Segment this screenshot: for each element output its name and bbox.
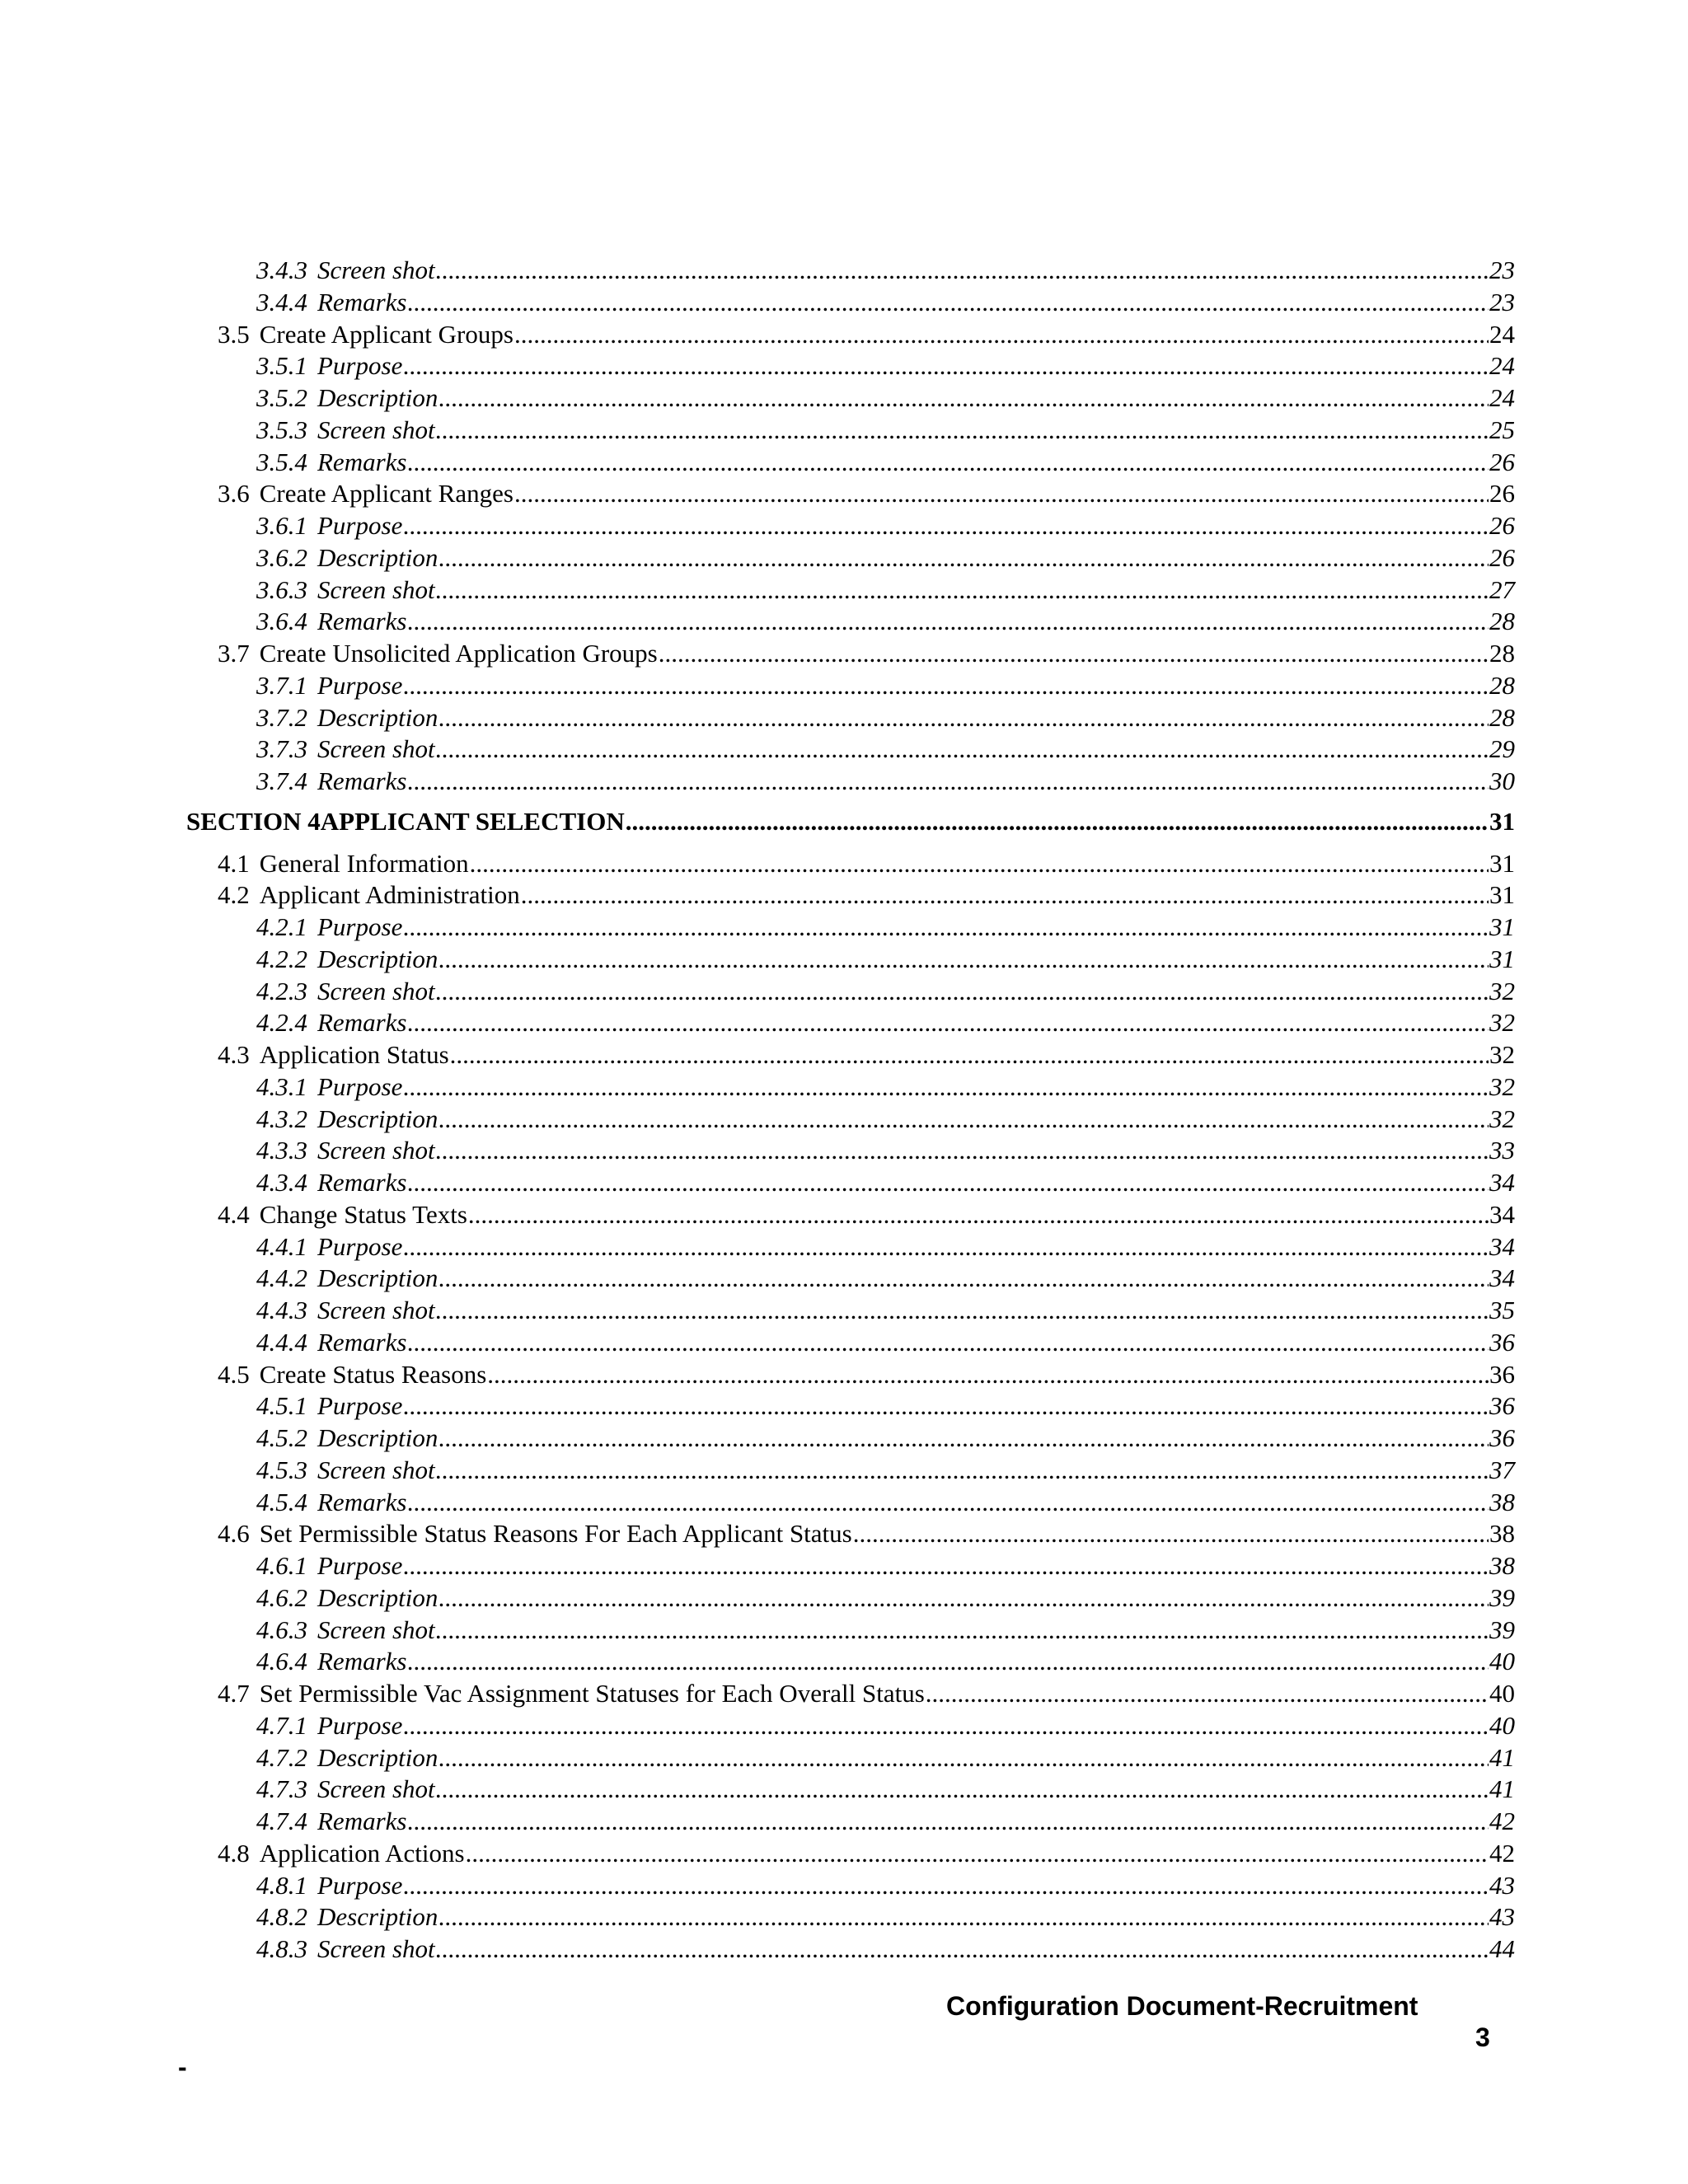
toc-page-number: 28	[1489, 607, 1515, 636]
toc-entry[interactable]	[186, 638, 1515, 670]
toc-page-number: 27	[1489, 574, 1515, 604]
toc-page-number: 31	[1489, 848, 1515, 878]
toc-entry-number: 4.2.1	[256, 912, 307, 941]
toc-page-number: 32	[1489, 976, 1515, 1005]
toc-entry-number: 3.5.1	[256, 351, 307, 381]
toc-dot-leader	[407, 1487, 1489, 1519]
toc-entry-title: Remarks	[317, 1807, 407, 1835]
toc-entry[interactable]	[186, 447, 1515, 479]
toc-entry-title: Screen shot	[317, 1615, 435, 1644]
toc-page-number: 32	[1489, 1008, 1515, 1038]
toc-entry[interactable]	[186, 510, 1515, 542]
toc-entry-number: 4.3.3	[256, 1136, 307, 1165]
toc-page-number: 34	[1489, 1263, 1515, 1293]
toc-entry-number: 4.8	[218, 1838, 250, 1868]
toc-page-number: 41	[1489, 1742, 1515, 1772]
toc-page-number: 40	[1489, 1647, 1515, 1676]
toc-entry-title: Description	[317, 1423, 438, 1452]
footer-page-number: 3	[1475, 2022, 1490, 2052]
toc-page-number: 31	[1489, 880, 1515, 910]
toc-entry-title: Remarks	[317, 1168, 407, 1197]
toc-dot-leader	[436, 574, 1489, 607]
toc-dot-leader	[403, 1870, 1489, 1902]
toc-entry-title: Description	[317, 542, 438, 572]
toc-entry[interactable]	[186, 1518, 1515, 1550]
toc-dot-leader	[407, 1007, 1489, 1039]
toc-entry-number: 4.2	[218, 880, 250, 910]
toc-entry-title: Screen shot	[317, 1136, 435, 1165]
toc-page-number: 26	[1489, 511, 1515, 540]
toc-page-number: 39	[1489, 1615, 1515, 1644]
toc-entry-number: 4.4.1	[256, 1231, 307, 1261]
toc-entry[interactable]	[186, 1487, 1515, 1519]
toc-entry-number: 4.7.1	[256, 1710, 307, 1740]
toc-entry-title: Screen shot	[317, 976, 435, 1005]
toc-entry-title: Screen shot	[317, 415, 435, 444]
toc-entry-number: 4.3	[218, 1040, 250, 1069]
toc-entry[interactable]	[186, 350, 1515, 382]
toc-dot-leader	[436, 1455, 1489, 1487]
toc-dot-leader	[436, 733, 1489, 766]
toc-page-number: 39	[1489, 1582, 1515, 1612]
toc-entry-number: 3.4.3	[256, 255, 307, 284]
toc-page-number: 32	[1489, 1040, 1515, 1069]
toc-dot-leader	[438, 542, 1489, 574]
toc-entry[interactable]	[186, 1550, 1515, 1582]
toc-entry[interactable]	[186, 1135, 1515, 1167]
toc-entry-title: Remarks	[317, 1487, 407, 1516]
toc-entry-title: Create Unsolicited Application Groups	[259, 639, 658, 668]
toc-entry[interactable]	[186, 1678, 1515, 1710]
toc-page-number: 34	[1489, 1231, 1515, 1261]
toc-entry-title: Create Status Reasons	[259, 1359, 487, 1389]
toc-page-number: 42	[1489, 1838, 1515, 1868]
toc-entry[interactable]	[186, 670, 1515, 702]
toc-entry-title: Purpose	[317, 1551, 403, 1580]
toc-dot-leader	[403, 1710, 1489, 1742]
toc-entry-title: APPLICANT SELECTION	[320, 806, 625, 836]
toc-entry[interactable]	[186, 848, 1515, 880]
toc-dot-leader	[438, 944, 1489, 976]
toc-page-number: 40	[1489, 1679, 1515, 1708]
toc-page-number: 41	[1489, 1774, 1515, 1804]
toc-entry-title: Set Permissible Status Reasons For Each Applicant Status	[259, 1519, 852, 1549]
toc-dot-leader	[436, 1295, 1489, 1327]
toc-entry-title: Description	[317, 944, 438, 973]
toc-entry-title: Purpose	[317, 670, 403, 700]
toc-dot-leader	[466, 1838, 1489, 1870]
toc-page-number: 24	[1489, 319, 1515, 349]
toc-dot-leader	[438, 1901, 1489, 1933]
toc-entry-title: Description	[317, 1902, 438, 1932]
toc-entry-number: 4.4.2	[256, 1263, 307, 1293]
toc-entry[interactable]	[186, 1455, 1515, 1487]
toc-entry[interactable]	[186, 1263, 1515, 1295]
toc-entry-title: Change Status Texts	[259, 1199, 467, 1229]
toc-dot-leader	[438, 1263, 1489, 1295]
toc-dot-leader	[407, 1806, 1489, 1838]
toc-entry-title: Purpose	[317, 1870, 403, 1900]
toc-entry-title: Screen shot	[317, 1296, 435, 1324]
toc-dot-leader	[407, 1646, 1489, 1678]
toc-page-number: 36	[1489, 1391, 1515, 1421]
toc-entry-number: 3.4.4	[256, 287, 307, 316]
toc-entry-title: Screen shot	[317, 1455, 435, 1484]
toc-page-number: 37	[1489, 1455, 1515, 1484]
toc-dot-leader	[403, 510, 1489, 542]
toc-dot-leader	[403, 350, 1489, 382]
toc-entry-number: 4.8.3	[256, 1934, 307, 1963]
toc-entry[interactable]	[186, 733, 1515, 766]
toc-entry[interactable]	[186, 766, 1515, 798]
toc-entry-number: SECTION 4	[186, 806, 321, 836]
toc-entry[interactable]	[186, 1933, 1515, 1966]
toc-entry-number: 3.7.3	[256, 734, 307, 764]
toc-page-number: 31	[1489, 912, 1515, 941]
toc-dot-leader	[626, 806, 1489, 838]
toc-entry-title: Remarks	[317, 1327, 407, 1357]
toc-dot-leader	[853, 1518, 1489, 1550]
toc-entry-title: Remarks	[317, 1647, 407, 1676]
toc-dot-leader	[403, 912, 1489, 944]
toc-entry-title: Remarks	[317, 287, 407, 316]
footer-document-title: Configuration Document-Recruitment	[946, 1991, 1418, 2021]
toc-entry-title: Screen shot	[317, 1774, 435, 1804]
toc-entry-number: 4.2.3	[256, 976, 307, 1005]
toc-dot-leader	[438, 1422, 1489, 1455]
toc-entry[interactable]	[186, 1327, 1515, 1359]
toc-entry[interactable]	[186, 415, 1515, 447]
toc-dot-leader	[403, 1550, 1489, 1582]
toc-page-number: 26	[1489, 542, 1515, 572]
toc-entry-number: 4.5.2	[256, 1423, 307, 1452]
toc-dot-leader	[403, 1390, 1489, 1422]
toc-entry-title: Remarks	[317, 1008, 407, 1038]
toc-page-number: 23	[1489, 287, 1515, 316]
toc-entry[interactable]	[186, 1104, 1515, 1136]
toc-entry-title: Screen shot	[317, 734, 435, 764]
toc-dot-leader	[407, 287, 1489, 319]
toc-page-number: 23	[1489, 255, 1515, 284]
toc-entry[interactable]	[186, 1071, 1515, 1104]
toc-entry-title: Description	[317, 383, 438, 412]
toc-page-number: 25	[1489, 415, 1515, 444]
toc-entry-number: 4.2.4	[256, 1008, 307, 1038]
toc-entry[interactable]	[186, 255, 1515, 287]
toc-entry[interactable]	[186, 1199, 1515, 1231]
toc-page-number: 32	[1489, 1104, 1515, 1133]
toc-entry[interactable]	[186, 1615, 1515, 1647]
toc-entry[interactable]	[186, 478, 1515, 510]
toc-entry-title: Description	[317, 1263, 438, 1293]
toc-dot-leader	[407, 606, 1489, 638]
toc-entry[interactable]	[186, 1039, 1515, 1071]
toc-entry-number: 3.6.4	[256, 607, 307, 636]
toc-entry-title: Screen shot	[317, 255, 435, 284]
toc-entry-number: 3.6	[218, 479, 250, 509]
toc-entry[interactable]	[186, 1646, 1515, 1678]
toc-entry-number: 4.5.1	[256, 1391, 307, 1421]
toc-entry-title: Purpose	[317, 1710, 403, 1740]
toc-entry-number: 4.2.2	[256, 944, 307, 973]
toc-entry-number: 3.5.3	[256, 415, 307, 444]
toc-entry-title: Remarks	[317, 607, 407, 636]
toc-entry-number: 4.4	[218, 1199, 250, 1229]
toc-entry[interactable]	[186, 1359, 1515, 1391]
toc-page-number: 34	[1489, 1199, 1515, 1229]
toc-page-number: 24	[1489, 351, 1515, 381]
toc-entry-title: Application Status	[259, 1040, 449, 1069]
toc-entry-number: 3.7.4	[256, 766, 307, 795]
toc-entry[interactable]	[186, 1710, 1515, 1742]
toc-entry[interactable]	[186, 1774, 1515, 1806]
toc-entry-number: 4.7.4	[256, 1807, 307, 1835]
toc-entry-title: Description	[317, 702, 438, 732]
toc-entry-number: 4.3.2	[256, 1104, 307, 1133]
toc-entry[interactable]	[186, 287, 1515, 319]
toc-entry-number: 3.6.2	[256, 542, 307, 572]
footer-dash: -	[178, 2052, 187, 2082]
toc-page-number: 34	[1489, 1168, 1515, 1197]
toc-entry[interactable]	[186, 1167, 1515, 1199]
toc-entry-number: 4.8.2	[256, 1902, 307, 1932]
toc-entry-number: 3.6.1	[256, 511, 307, 540]
toc-entry-number: 3.7.1	[256, 670, 307, 700]
toc-entry[interactable]	[186, 1422, 1515, 1455]
toc-entry-number: 4.6.4	[256, 1647, 307, 1676]
toc-dot-leader	[436, 976, 1489, 1008]
toc-entry[interactable]	[186, 382, 1515, 415]
toc-page-number: 38	[1489, 1519, 1515, 1549]
toc-entry-number: 4.6.2	[256, 1582, 307, 1612]
toc-entry-title: Description	[317, 1582, 438, 1612]
toc-dot-leader	[403, 1071, 1489, 1104]
toc-page-number: 28	[1489, 702, 1515, 732]
toc-entry-number: 3.7	[218, 639, 250, 668]
toc-page-number: 43	[1489, 1902, 1515, 1932]
toc-entry-number: 4.4.4	[256, 1327, 307, 1357]
toc-dot-leader	[438, 1742, 1489, 1774]
toc-entry-number: 3.6.3	[256, 574, 307, 604]
toc-entry[interactable]	[186, 1582, 1515, 1615]
toc-entry-title: Screen shot	[317, 1934, 435, 1963]
toc-entry-title: Screen shot	[317, 574, 435, 604]
toc-dot-leader	[438, 1104, 1489, 1136]
toc-page-number: 35	[1489, 1296, 1515, 1324]
toc-entry-title: Purpose	[317, 1071, 403, 1101]
toc-dot-leader	[514, 478, 1489, 510]
toc-entry-title: Purpose	[317, 1231, 403, 1261]
toc-entry-number: 4.5.4	[256, 1487, 307, 1516]
toc-page-number: 44	[1489, 1934, 1515, 1963]
toc-section-heading[interactable]	[186, 806, 1515, 838]
toc-entry-number: 4.7	[218, 1679, 250, 1708]
toc-entry[interactable]	[186, 574, 1515, 607]
toc-page-number: 29	[1489, 734, 1515, 764]
toc-dot-leader	[403, 1231, 1489, 1263]
toc-entry[interactable]	[186, 1231, 1515, 1263]
toc-entry-title: Remarks	[317, 766, 407, 795]
toc-entry[interactable]	[186, 944, 1515, 976]
toc-entry-number: 4.4.3	[256, 1296, 307, 1324]
toc-entry-number: 4.6	[218, 1519, 250, 1549]
toc-entry-number: 4.6.1	[256, 1551, 307, 1580]
toc-entry[interactable]	[186, 542, 1515, 574]
toc-entry-number: 4.5	[218, 1359, 250, 1389]
toc-dot-leader	[438, 382, 1489, 415]
toc-dot-leader	[436, 1933, 1489, 1966]
toc-entry[interactable]	[186, 319, 1515, 351]
toc-dot-leader	[514, 319, 1489, 351]
toc-entry-title: Remarks	[317, 447, 407, 476]
toc-page-number: 24	[1489, 383, 1515, 412]
toc-page-number: 26	[1489, 447, 1515, 476]
toc-entry-title: General Information	[259, 848, 469, 878]
toc-entry-title: Application Actions	[259, 1838, 465, 1868]
toc-page-number: 38	[1489, 1551, 1515, 1580]
toc-dot-leader	[438, 1582, 1489, 1615]
toc-entry-number: 4.1	[218, 848, 250, 878]
toc-entry-title: Description	[317, 1742, 438, 1772]
toc-page-number: 36	[1489, 1423, 1515, 1452]
toc-entry-number: 4.6.3	[256, 1615, 307, 1644]
toc-page-number: 28	[1489, 639, 1515, 668]
toc-page-number: 26	[1489, 479, 1515, 509]
toc-page-number: 43	[1489, 1870, 1515, 1900]
toc-entry-title: Purpose	[317, 511, 403, 540]
toc-entry[interactable]	[186, 1390, 1515, 1422]
toc-entry-number: 3.5.4	[256, 447, 307, 476]
toc-dot-leader	[407, 766, 1489, 798]
toc-entry[interactable]	[186, 879, 1515, 912]
toc-entry[interactable]	[186, 912, 1515, 944]
toc-entry-title: Description	[317, 1104, 438, 1133]
toc-entry[interactable]	[186, 1901, 1515, 1933]
toc-dot-leader	[436, 415, 1489, 447]
toc-page-number: 40	[1489, 1710, 1515, 1740]
toc-entry-title: Applicant Administration	[259, 880, 520, 910]
toc-dot-leader	[468, 1199, 1489, 1231]
toc-entry-title: Create Applicant Groups	[259, 319, 513, 349]
toc-dot-leader	[521, 879, 1489, 912]
table-of-contents	[186, 255, 1515, 1966]
toc-dot-leader	[407, 1167, 1489, 1199]
toc-page-number: 33	[1489, 1136, 1515, 1165]
toc-entry[interactable]	[186, 1806, 1515, 1838]
toc-entry-title: Purpose	[317, 1391, 403, 1421]
toc-page-number: 32	[1489, 1071, 1515, 1101]
toc-entry-number: 4.8.1	[256, 1870, 307, 1900]
toc-entry-title: Set Permissible Vac Assignment Statuses for Each Overall Status	[259, 1679, 925, 1708]
toc-entry[interactable]	[186, 1870, 1515, 1902]
toc-page-number: 31	[1489, 944, 1515, 973]
toc-page-number: 36	[1489, 1359, 1515, 1389]
toc-entry-number: 3.5.2	[256, 383, 307, 412]
toc-dot-leader	[487, 1359, 1489, 1391]
toc-entry-title: Create Applicant Ranges	[259, 479, 513, 509]
toc-entry[interactable]	[186, 1742, 1515, 1774]
toc-page-number: 38	[1489, 1487, 1515, 1516]
toc-dot-leader	[926, 1678, 1489, 1710]
toc-entry-number: 3.5	[218, 319, 250, 349]
toc-entry[interactable]	[186, 606, 1515, 638]
toc-entry-number: 3.7.2	[256, 702, 307, 732]
toc-page-number: 30	[1489, 766, 1515, 795]
toc-entry-title: Purpose	[317, 912, 403, 941]
toc-entry[interactable]	[186, 1007, 1515, 1039]
toc-dot-leader	[436, 255, 1489, 287]
toc-entry-title: Purpose	[317, 351, 403, 381]
toc-page-number: 31	[1489, 806, 1515, 836]
toc-dot-leader	[659, 638, 1489, 670]
toc-dot-leader	[407, 447, 1489, 479]
toc-entry-number: 4.3.1	[256, 1071, 307, 1101]
toc-entry[interactable]	[186, 976, 1515, 1008]
toc-page-number: 28	[1489, 670, 1515, 700]
toc-entry-number: 4.7.2	[256, 1742, 307, 1772]
toc-dot-leader	[438, 702, 1489, 734]
toc-entry-number: 4.5.3	[256, 1455, 307, 1484]
toc-dot-leader	[407, 1327, 1489, 1359]
toc-dot-leader	[403, 670, 1489, 702]
toc-page-number: 36	[1489, 1327, 1515, 1357]
toc-entry-number: 4.7.3	[256, 1774, 307, 1804]
toc-dot-leader	[436, 1774, 1489, 1806]
toc-dot-leader	[470, 848, 1489, 880]
toc-entry[interactable]	[186, 1295, 1515, 1327]
toc-entry[interactable]	[186, 702, 1515, 734]
toc-dot-leader	[436, 1135, 1489, 1167]
toc-entry[interactable]	[186, 1838, 1515, 1870]
toc-dot-leader	[450, 1039, 1489, 1071]
toc-entry-number: 4.3.4	[256, 1168, 307, 1197]
toc-dot-leader	[436, 1615, 1489, 1647]
toc-page-number: 42	[1489, 1807, 1515, 1835]
